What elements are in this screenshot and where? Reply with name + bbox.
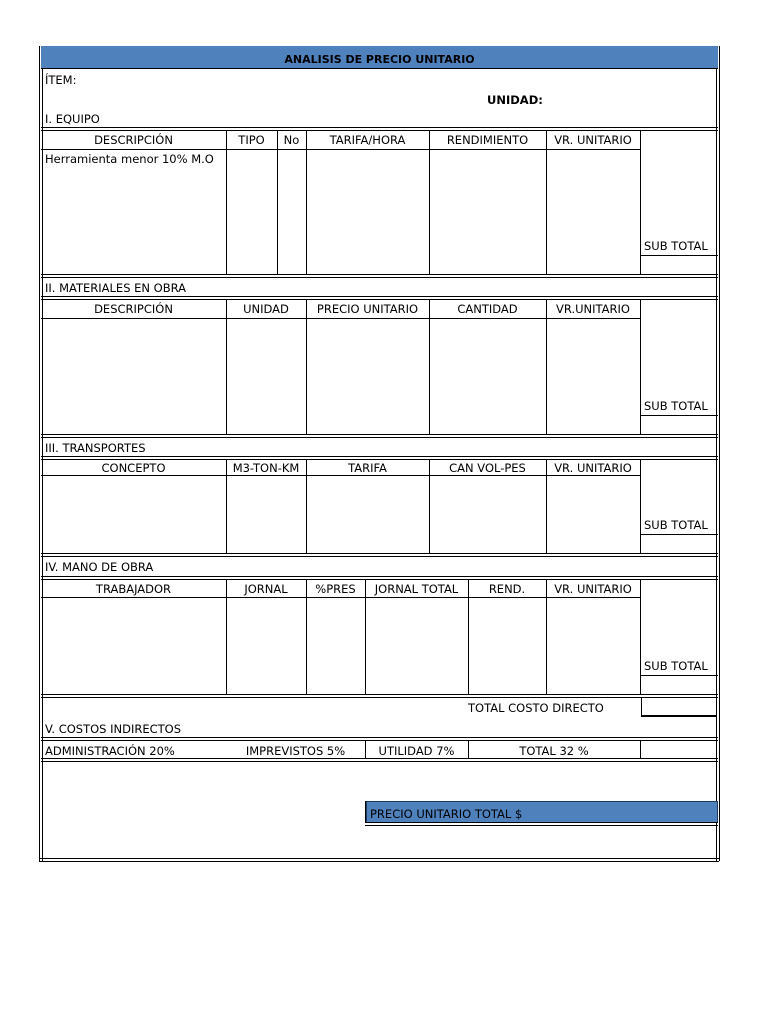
mano-obra-col-divider (226, 579, 227, 695)
materiales-col-unidad: UNIDAD (243, 302, 289, 316)
indirectos-top-line (41, 737, 718, 741)
mano-obra-col-trabajador: TRABAJADOR (95, 582, 172, 596)
mano-obra-col-divider (306, 579, 307, 695)
equipo-subtotal-line (641, 255, 718, 256)
transportes-header-line (41, 475, 641, 476)
materiales-col-divider (546, 299, 547, 435)
indirectos-total: TOTAL 32 % (519, 744, 589, 758)
mano-obra-bottom-line (41, 694, 718, 698)
transportes-subtotal-label: SUB TOTAL (644, 518, 708, 532)
transportes-col-divider (640, 459, 641, 554)
equipo-col-tarifa: TARIFA/HORA (329, 133, 406, 147)
mano-obra-subtotal-label: SUB TOTAL (644, 659, 708, 673)
equipo-col-descripcion: DESCRIPCIÓN (94, 133, 173, 147)
materiales-col-divider (429, 299, 430, 435)
section-materiales-heading: II. MATERIALES EN OBRA (45, 281, 187, 295)
total-costo-directo-box (641, 697, 716, 717)
materiales-bottom-line (41, 434, 718, 438)
title-bottom-line (41, 68, 718, 69)
equipo-col-divider (640, 130, 641, 275)
unidad-label: UNIDAD: (487, 93, 543, 107)
total-costo-directo-label: TOTAL COSTO DIRECTO (468, 701, 604, 715)
mano-obra-col-jornal-total: JORNAL TOTAL (374, 582, 459, 596)
materiales-col-divider (226, 299, 227, 435)
equipo-top-line (41, 127, 718, 131)
materiales-col-cantidad: CANTIDAD (457, 302, 518, 316)
equipo-header-line (41, 149, 641, 150)
section-mano-obra-heading: IV. MANO DE OBRA (45, 560, 154, 574)
precio-total-left-edge (365, 801, 366, 823)
equipo-col-divider (306, 130, 307, 275)
transportes-col-tarifa: TARIFA (348, 461, 387, 475)
mano-obra-subtotal-line (641, 675, 718, 676)
equipo-col-vr-unitario: VR. UNITARIO (554, 133, 632, 147)
mano-obra-col-divider (640, 579, 641, 695)
section-transportes-heading: III. TRANSPORTES (45, 441, 146, 455)
section-equipo-heading: I. EQUIPO (45, 112, 100, 126)
mano-obra-col-divider (546, 579, 547, 695)
section-indirectos-heading: V. COSTOS INDIRECTOS (45, 722, 182, 736)
outer-border-bottom (39, 858, 719, 862)
materiales-header-line (41, 318, 641, 319)
equipo-subtotal-label: SUB TOTAL (644, 239, 708, 253)
equipo-col-divider (546, 130, 547, 275)
equipo-col-divider (429, 130, 430, 275)
transportes-subtotal-line (641, 534, 718, 535)
indirectos-col-divider (640, 740, 641, 758)
equipo-col-rendimiento: RENDIMIENTO (446, 133, 529, 147)
equipo-col-divider (277, 130, 278, 275)
equipo-col-tipo: TIPO (238, 133, 265, 147)
equipo-row-herramienta: Herramienta menor 10% M.O (45, 152, 214, 166)
equipo-col-no: No (283, 133, 300, 147)
mano-obra-header-line (41, 597, 641, 598)
mano-obra-col-jornal: JORNAL (244, 582, 288, 596)
mano-obra-col-divider (468, 579, 469, 695)
equipo-col-divider (226, 130, 227, 275)
transportes-col-m3-ton-km: M3-TON-KM (232, 461, 300, 475)
precio-total-underline (365, 822, 718, 826)
mano-obra-col-rend: REND. (488, 582, 526, 596)
item-label: ÍTEM: (45, 73, 77, 87)
materiales-subtotal-line (641, 415, 718, 416)
transportes-col-can-vol-pes: CAN VOL-PES (449, 461, 526, 475)
precio-total-label: PRECIO UNITARIO TOTAL $ (370, 807, 523, 821)
mano-obra-col-pres: %PRES (315, 582, 356, 596)
materiales-col-precio-unitario: PRECIO UNITARIO (316, 302, 419, 316)
mano-obra-col-divider (365, 579, 366, 695)
indirectos-imprevistos: IMPREVISTOS 5% (245, 744, 346, 758)
materiales-col-vr-unitario: VR.UNITARIO (556, 302, 630, 316)
page-title: ANALISIS DE PRECIO UNITARIO (284, 53, 475, 66)
indirectos-utilidad: UTILIDAD 7% (378, 744, 455, 758)
transportes-col-vr-unitario: VR. UNITARIO (554, 461, 632, 475)
indirectos-bottom-line (41, 758, 718, 762)
indirectos-administracion: ADMINISTRACIÓN 20% (45, 744, 175, 758)
materiales-subtotal-label: SUB TOTAL (644, 399, 708, 413)
materiales-top-line (41, 296, 718, 300)
mano-obra-col-vr-unitario: VR. UNITARIO (554, 582, 632, 596)
transportes-col-concepto: CONCEPTO (101, 461, 166, 475)
transportes-top-line (41, 456, 718, 460)
mano-obra-top-line (41, 576, 718, 580)
transportes-bottom-line (41, 553, 718, 557)
equipo-bottom-line (41, 274, 718, 278)
materiales-col-descripcion: DESCRIPCIÓN (94, 302, 173, 316)
materiales-col-divider (306, 299, 307, 435)
